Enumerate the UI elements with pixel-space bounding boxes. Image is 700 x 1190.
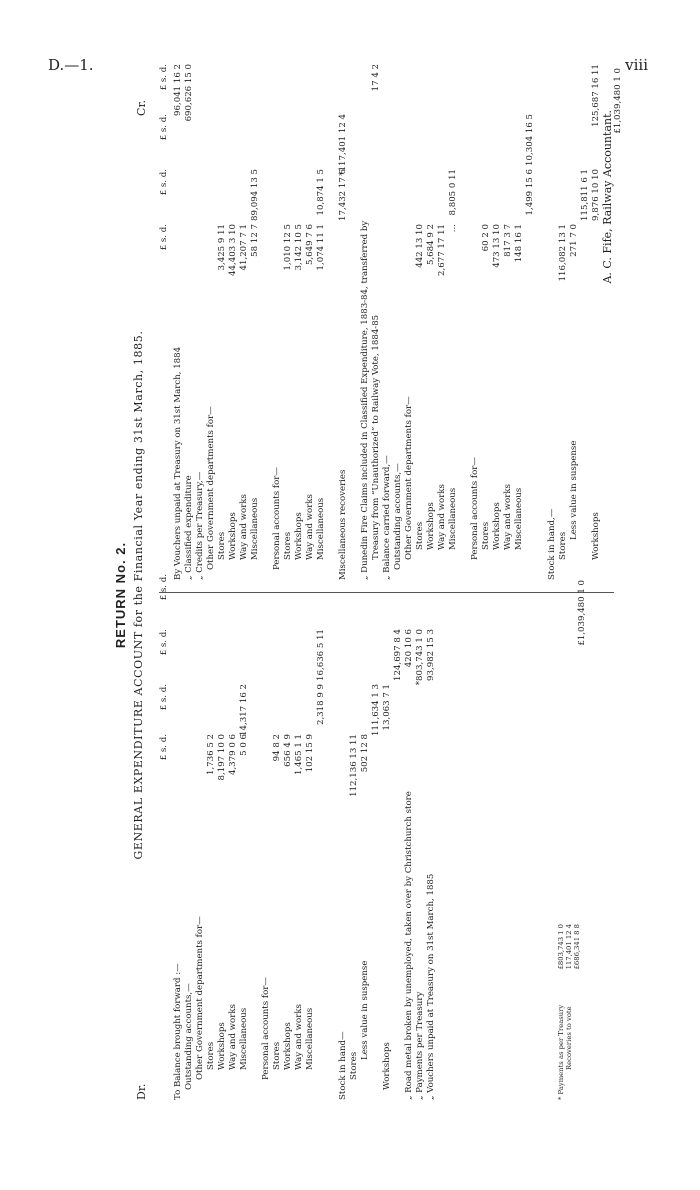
row-subtotal: 89,094 13 5 <box>250 169 260 221</box>
row-value: 4,379 0 6 <box>228 734 238 776</box>
row-total: 16,636 5 11 <box>316 629 326 681</box>
note-label: * Payments as per Treasury <box>557 1004 565 1100</box>
row-total: *117,401 12 4 <box>338 114 348 176</box>
row-label: „ Classified expenditure <box>184 475 194 580</box>
row-value: 271 7 0 <box>569 224 579 257</box>
row-label: Treasury from “Unauthorized” to Railway Vote, 1884-85 <box>371 314 381 560</box>
row-label: Stores <box>481 521 491 550</box>
spacer <box>437 615 577 1100</box>
row-total: 17 4 2 <box>371 64 381 92</box>
table-row <box>239 615 250 1100</box>
table-row <box>371 64 382 580</box>
footnote <box>557 900 581 1100</box>
spacer <box>349 95 360 580</box>
row-label: Workshops <box>492 502 502 550</box>
row-label: To Balance brought forward :— <box>173 963 183 1100</box>
page-number: viii <box>625 56 648 74</box>
table-row <box>437 95 448 580</box>
table-row <box>338 95 349 580</box>
row-value: 3,142 10 5 <box>294 224 304 271</box>
row-value: 473 13 10 <box>492 224 502 268</box>
spacer <box>327 615 338 1100</box>
row-label: „ Balance carried forward,— <box>382 455 392 580</box>
col-header: £ s. d. <box>159 64 169 91</box>
row-label: Personal accounts for— <box>261 977 271 1080</box>
row-subtotal: 10,874 1 5 <box>316 169 326 216</box>
row-value: ... <box>448 224 458 233</box>
table-row <box>305 95 316 580</box>
row-total: *803,743 1 0 <box>415 629 425 686</box>
row-value: 13,063 7 1 <box>382 684 392 731</box>
row-label: Way and works <box>305 494 315 560</box>
row-label: Workshops <box>382 1042 392 1090</box>
row-value: 5 0 6 <box>239 734 249 756</box>
row-label: Workshops <box>426 502 436 550</box>
row-value: 5,684 9 2 <box>426 224 436 266</box>
table-row <box>481 95 492 580</box>
row-label: Personal accounts for— <box>272 467 282 570</box>
row-label: Way and works <box>503 484 513 550</box>
document-reference: D.—1. <box>48 56 94 74</box>
row-total: 125,687 16 11 <box>591 64 601 127</box>
row-value: 1,736 5 2 <box>206 734 216 776</box>
table-row <box>558 95 569 580</box>
row-value: 442 13 10 <box>415 224 425 268</box>
row-value: 17,432 17 6 <box>338 169 348 221</box>
table-row <box>426 95 437 580</box>
row-value: 9,876 10 10 <box>591 169 601 221</box>
spacer <box>536 95 547 580</box>
table-row <box>371 615 382 1100</box>
table-row <box>250 95 261 580</box>
table-row <box>404 615 415 1100</box>
table-row <box>217 95 228 580</box>
table-row <box>470 95 481 580</box>
return-title: RETURN No. 2. <box>113 541 128 649</box>
spacer <box>459 95 470 580</box>
signature: A. C. Fife, Railway Accountant. <box>601 110 614 284</box>
table-row <box>338 615 349 1100</box>
table-row <box>393 615 404 1100</box>
table-row <box>283 95 294 580</box>
table-row <box>415 615 426 1100</box>
row-total: 10,304 16 5 <box>525 114 535 166</box>
table-row <box>448 95 459 580</box>
col-header: £ s. d. <box>159 169 169 196</box>
table-row <box>272 615 283 1100</box>
col-header: £ s. d. <box>159 734 169 761</box>
row-total: 420 10 6 <box>404 629 414 668</box>
note-value: £803,743 1 0 <box>557 924 565 970</box>
row-value: 2,677 17 11 <box>437 224 447 276</box>
note-value: £686,341 8 8 <box>573 924 581 970</box>
table-row <box>547 95 558 580</box>
row-label: „ Payments per Treasury <box>415 991 425 1100</box>
account-table <box>113 64 625 1100</box>
row-value: 817 3 7 <box>503 224 513 257</box>
row-label: Miscellaneous <box>316 497 326 560</box>
table-row <box>514 95 525 580</box>
table-row <box>580 95 591 580</box>
col-header: £ s. d. <box>159 224 169 251</box>
row-label: Miscellaneous recoveries <box>338 469 348 580</box>
row-value: 8,197 10 0 <box>217 734 227 781</box>
row-subtotal: 2,318 9 9 <box>316 684 326 726</box>
table-row <box>184 64 195 580</box>
row-value: 116,082 13 1 <box>558 224 568 282</box>
row-total: 124,697 8 4 <box>393 629 403 681</box>
table-row <box>239 95 250 580</box>
row-label: Workshops <box>228 512 238 560</box>
row-label: Stock in hand— <box>338 1031 348 1100</box>
table-row <box>503 95 514 580</box>
row-label: Stock in hand,— <box>547 508 557 580</box>
table-row <box>228 615 239 1100</box>
table-row <box>206 95 217 580</box>
row-value: 112,136 13 11 <box>349 734 359 797</box>
note-row <box>573 900 581 1100</box>
row-label: Miscellaneous <box>305 1007 315 1070</box>
column-header-row <box>159 64 173 580</box>
row-subtotal: 1,499 15 6 <box>525 169 535 216</box>
table-row <box>569 95 580 580</box>
row-label: Workshops <box>294 512 304 560</box>
row-value: 3,425 9 11 <box>217 224 227 271</box>
table-row <box>184 615 195 1100</box>
row-label: „ Dunedin Fire Claims included in Classified Expenditure, 1883-84, transferred by <box>360 220 370 580</box>
column-divider <box>159 592 614 593</box>
row-value: 148 16 1 <box>514 224 524 263</box>
note-row <box>557 900 565 1100</box>
row-total: 93,982 15 3 <box>426 629 436 681</box>
column-header-row <box>159 574 173 1100</box>
row-label: Miscellaneous <box>514 487 524 550</box>
table-row <box>316 615 327 1100</box>
row-subtotal: 8,805 0 11 <box>448 169 458 216</box>
row-label: Miscellaneous <box>448 487 458 550</box>
credit-label: Cr. <box>135 100 148 116</box>
row-label: Other Government departments for— <box>195 916 205 1080</box>
row-subtotal: 14,317 16 2 <box>239 684 249 736</box>
row-label: Less value in suspense <box>360 960 370 1060</box>
table-row <box>404 95 415 580</box>
grand-total: £1,039,480 1 0 <box>613 68 623 134</box>
table-row <box>382 615 393 1100</box>
row-label: Way and works <box>228 1004 238 1070</box>
spacer <box>250 615 261 1100</box>
row-label: Stores <box>283 531 293 560</box>
row-label: Stores <box>217 531 227 560</box>
row-label: Personal accounts for— <box>470 457 480 560</box>
account-subtitle: GENERAL EXPENDITURE ACCOUNT for the Financial Year ending 31st March, 1885. <box>132 330 145 860</box>
row-label: Miscellaneous <box>239 1007 249 1070</box>
row-label: Stores <box>558 531 568 560</box>
row-label: Stores <box>349 1051 359 1080</box>
spacer <box>261 95 272 580</box>
note-value: 117,401 12 4 <box>565 924 573 970</box>
note-label: Recoveries to vote <box>565 1006 573 1070</box>
row-value: 94 8 2 <box>272 734 282 762</box>
row-label: „ Vouchers unpaid at Treasury on 31st March, 1885 <box>426 873 436 1100</box>
table-row <box>294 95 305 580</box>
table-row <box>272 95 283 580</box>
debit-label: Dr. <box>135 1083 148 1100</box>
row-label: Way and works <box>239 494 249 560</box>
row-label: „ Road metal broken by unemployed, taken over by Christchurch store <box>404 791 414 1100</box>
row-value: 5,649 7 6 <box>305 224 315 266</box>
table-row <box>173 64 184 580</box>
table-row <box>492 95 503 580</box>
table-row <box>294 615 305 1100</box>
table-row <box>426 615 437 1100</box>
row-total: 96,041 16 2 <box>173 64 183 116</box>
row-value: 1,074 11 1 <box>316 224 326 271</box>
row-label: „ Credits per Treasury,— <box>195 471 205 580</box>
row-label: Stores <box>206 1041 216 1070</box>
table-row <box>283 615 294 1100</box>
row-value: 1,465 1 1 <box>294 734 304 776</box>
table-row <box>382 95 393 580</box>
row-label: By Vouchers unpaid at Treasury on 31st March, 1884 <box>173 346 183 580</box>
row-label: Workshops <box>591 512 601 560</box>
table-row <box>195 95 206 580</box>
row-value: 502 12 8 <box>360 734 370 773</box>
table-row <box>195 615 206 1100</box>
row-label: Stores <box>272 1041 282 1070</box>
row-value: 60 2 0 <box>481 224 491 252</box>
row-value: 44,403 3 10 <box>228 224 238 276</box>
table-row <box>173 615 184 1100</box>
row-label: Less value in suspense <box>569 440 579 540</box>
row-label: Other Government departments for— <box>206 406 216 570</box>
table-row <box>217 615 228 1100</box>
table-row <box>305 615 316 1100</box>
table-row <box>349 615 360 1100</box>
table-row <box>525 95 536 580</box>
row-subtotal: 115,811 6 1 <box>580 169 590 221</box>
table-row <box>360 95 371 580</box>
row-value: 41,207 7 1 <box>239 224 249 271</box>
col-header: £ s. d. <box>159 574 169 601</box>
row-value: 102 15 9 <box>305 734 315 773</box>
spacer <box>327 95 338 580</box>
row-label: Way and works <box>294 1004 304 1070</box>
grand-total: £1,039,480 1 0 <box>577 580 587 646</box>
table-row <box>415 95 426 580</box>
row-label: Other Government departments for— <box>404 396 414 560</box>
row-subtotal: 111,634 1 3 <box>371 684 381 736</box>
table-row <box>316 95 327 580</box>
row-total: 690,626 15 0 <box>184 64 194 122</box>
row-value: 58 12 7 <box>250 224 260 257</box>
note-row <box>565 900 573 1100</box>
row-label: Outstanding accounts,— <box>184 983 194 1090</box>
col-header: £ s. d. <box>159 629 169 656</box>
table-row <box>360 615 371 1100</box>
row-value: 656 4 9 <box>283 734 293 767</box>
row-label: Workshops <box>283 1022 293 1070</box>
row-label: Outstanding accounts,— <box>393 463 403 570</box>
table-row <box>206 615 217 1100</box>
row-value: 1,010 12 5 <box>283 224 293 271</box>
col-header: £ s. d. <box>159 684 169 711</box>
row-label: Stores <box>415 521 425 550</box>
grand-total-row <box>613 68 624 580</box>
row-label: Miscellaneous <box>250 497 260 560</box>
col-header: £ s. d. <box>159 114 169 141</box>
table-row <box>393 95 404 580</box>
table-row <box>261 615 272 1100</box>
table-row <box>228 95 239 580</box>
debit-side <box>159 574 588 1100</box>
credit-side <box>159 64 624 580</box>
row-label: Way and works <box>437 484 447 550</box>
row-label: Workshops <box>217 1022 227 1070</box>
